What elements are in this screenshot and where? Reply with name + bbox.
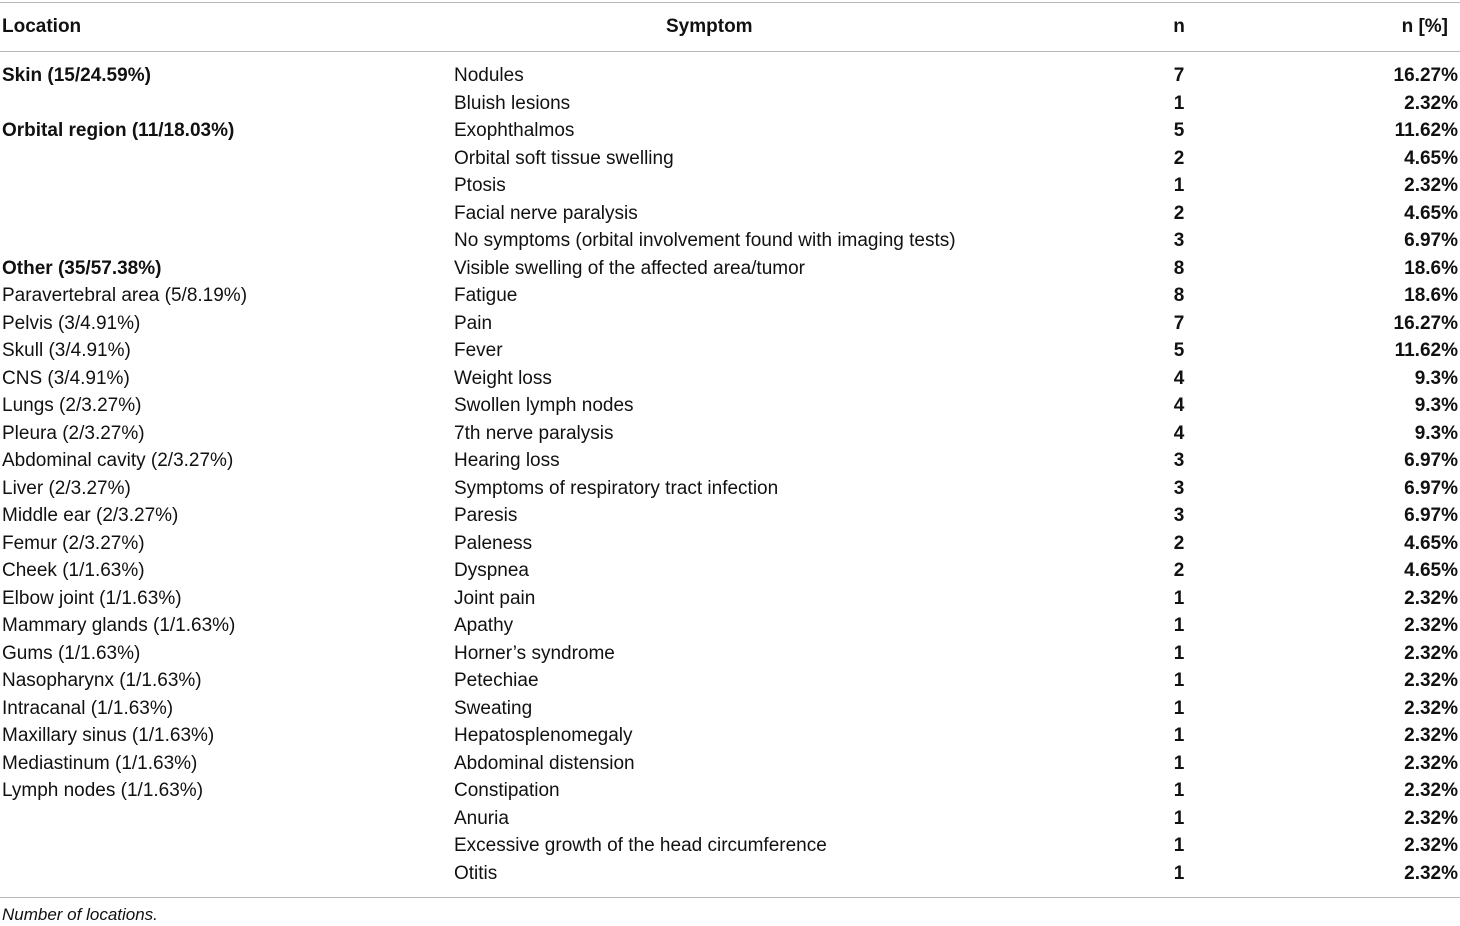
table-row (0, 667, 1460, 695)
table-row (0, 282, 1460, 310)
symptom-cell: Dyspnea (454, 560, 529, 581)
count-cell: 4 (1173, 395, 1185, 416)
symptom-cell: Fatigue (454, 285, 518, 306)
count-cell: 5 (1173, 120, 1185, 141)
count-cell: 1 (1173, 752, 1185, 774)
percent-cell: 16.27% (1393, 312, 1458, 334)
symptom-cell: Constipation (454, 780, 560, 801)
table-row (0, 337, 1460, 365)
table-row (0, 310, 1460, 338)
symptom-cell: Anuria (454, 807, 509, 829)
count-cell: 4 (1173, 367, 1185, 389)
table-row (0, 750, 1460, 778)
symptom-cell: Petechiae (454, 670, 539, 691)
percent-cell: 6.97% (1404, 230, 1458, 251)
symptom-cell: Ptosis (454, 175, 506, 196)
symptom-cell: Visible swelling of the affected area/tumor (454, 257, 805, 279)
count-cell: 5 (1173, 340, 1185, 361)
location-cell: Mediastinum (1/1.63%) (2, 752, 198, 774)
percent-cell: 2.32% (1404, 92, 1458, 114)
table-row (0, 585, 1460, 613)
symptom-cell: Bluish lesions (454, 92, 571, 114)
count-cell: 8 (1173, 257, 1185, 279)
count-cell: 1 (1173, 587, 1185, 609)
table-header-rule (0, 51, 1460, 52)
table-row (0, 90, 1460, 118)
location-cell: Orbital region (11/18.03%) (2, 120, 235, 141)
table-row (0, 62, 1460, 90)
header-location: Location (2, 16, 82, 37)
location-cell: Paravertebral area (5/8.19%) (2, 285, 248, 306)
location-cell: Gums (1/1.63%) (2, 642, 141, 664)
count-cell: 7 (1173, 65, 1185, 86)
symptom-cell: Otitis (454, 862, 498, 884)
table-row (0, 145, 1460, 173)
location-cell: Lungs (2/3.27%) (2, 395, 142, 416)
count-cell: 4 (1173, 422, 1185, 444)
symptom-cell: Joint pain (454, 587, 536, 609)
count-cell: 3 (1173, 477, 1185, 499)
table-row (0, 695, 1460, 723)
symptom-cell: Symptoms of respiratory tract infection (454, 477, 779, 499)
percent-cell: 2.32% (1404, 780, 1458, 801)
location-cell: Skin (15/24.59%) (2, 65, 151, 86)
count-cell: 7 (1173, 312, 1185, 334)
percent-cell: 18.6% (1404, 285, 1458, 306)
percent-cell: 9.3% (1414, 395, 1458, 416)
count-cell: 3 (1173, 230, 1185, 251)
symptom-cell: Swollen lymph nodes (454, 395, 634, 416)
percent-cell: 2.32% (1404, 807, 1458, 829)
count-cell: 3 (1173, 450, 1185, 471)
table-row (0, 447, 1460, 475)
location-cell: Skull (3/4.91%) (2, 340, 131, 361)
symptom-cell: 7th nerve paralysis (454, 422, 614, 444)
percent-cell: 4.65% (1404, 560, 1458, 581)
table-row (0, 722, 1460, 750)
location-cell: CNS (3/4.91%) (2, 367, 130, 389)
percent-cell: 2.32% (1404, 670, 1458, 691)
percent-cell: 2.32% (1404, 615, 1458, 636)
percent-cell: 9.3% (1414, 367, 1458, 389)
percent-cell: 6.97% (1404, 505, 1458, 526)
table-bottom-rule (0, 897, 1460, 898)
count-cell: 1 (1173, 697, 1185, 719)
percent-cell: 18.6% (1404, 257, 1458, 279)
percent-cell: 2.32% (1404, 725, 1458, 746)
symptom-cell: Apathy (454, 615, 514, 636)
location-cell: Mammary glands (1/1.63%) (2, 615, 236, 636)
count-cell: 2 (1173, 202, 1185, 224)
table-footnote: Number of locations. (2, 905, 158, 924)
symptom-cell: Sweating (454, 697, 533, 719)
percent-cell: 16.27% (1393, 65, 1458, 86)
location-cell: Other (35/57.38%) (2, 257, 162, 279)
symptom-cell: Orbital soft tissue swelling (454, 147, 674, 169)
symptom-cell: Weight loss (454, 367, 552, 389)
count-cell: 2 (1173, 560, 1185, 581)
percent-cell: 2.32% (1404, 697, 1458, 719)
percent-cell: 2.32% (1404, 752, 1458, 774)
percent-cell: 9.3% (1414, 422, 1458, 444)
symptom-cell: Abdominal distension (454, 752, 635, 774)
location-cell: Pleura (2/3.27%) (2, 422, 145, 444)
header-n: n (1173, 16, 1185, 37)
symptom-cell: Pain (454, 312, 493, 334)
table-row (0, 640, 1460, 668)
location-cell: Intracanal (1/1.63%) (2, 697, 174, 719)
table-row (0, 420, 1460, 448)
percent-cell: 2.32% (1404, 862, 1458, 884)
symptom-cell: Exophthalmos (454, 120, 575, 141)
percent-cell: 11.62% (1394, 340, 1458, 361)
location-cell: Lymph nodes (1/1.63%) (2, 780, 204, 801)
location-cell: Abdominal cavity (2/3.27%) (2, 450, 234, 471)
table-header (0, 12, 1460, 42)
location-cell: Middle ear (2/3.27%) (2, 505, 179, 526)
count-cell: 1 (1173, 780, 1185, 801)
location-cell: Pelvis (3/4.91%) (2, 312, 141, 334)
symptom-cell: Hepatosplenomegaly (454, 725, 633, 746)
location-cell: Cheek (1/1.63%) (2, 560, 145, 581)
percent-cell: 11.62% (1394, 120, 1458, 141)
count-cell: 1 (1173, 835, 1185, 856)
table-row (0, 557, 1460, 585)
count-cell: 1 (1173, 175, 1185, 196)
percent-cell: 4.65% (1404, 532, 1458, 554)
count-cell: 1 (1173, 92, 1185, 114)
percent-cell: 6.97% (1404, 450, 1458, 471)
symptom-cell: No symptoms (orbital involvement found with imaging tests) (454, 230, 956, 251)
table-row (0, 117, 1460, 145)
count-cell: 1 (1173, 725, 1185, 746)
count-cell: 1 (1173, 670, 1185, 691)
percent-cell: 2.32% (1404, 587, 1458, 609)
header-percent: n [%] (1401, 16, 1448, 37)
symptom-cell: Paleness (454, 532, 533, 554)
table-row (0, 172, 1460, 200)
percent-cell: 4.65% (1404, 147, 1458, 169)
count-cell: 1 (1173, 807, 1185, 829)
table-row (0, 227, 1460, 255)
percent-cell: 4.65% (1404, 202, 1458, 224)
symptom-cell: Fever (454, 340, 503, 361)
table-row (0, 530, 1460, 558)
header-symptom: Symptom (666, 16, 753, 37)
count-cell: 8 (1173, 285, 1185, 306)
table-row (0, 612, 1460, 640)
table-top-rule (0, 2, 1460, 3)
symptom-cell: Paresis (454, 505, 518, 526)
table-row (0, 392, 1460, 420)
count-cell: 2 (1173, 532, 1185, 554)
symptom-cell: Hearing loss (454, 450, 560, 471)
table-row (0, 832, 1460, 860)
percent-cell: 2.32% (1404, 835, 1458, 856)
symptom-cell: Excessive growth of the head circumference (454, 835, 827, 856)
location-cell: Femur (2/3.27%) (2, 532, 145, 554)
location-cell: Maxillary sinus (1/1.63%) (2, 725, 215, 746)
percent-cell: 2.32% (1404, 642, 1458, 664)
count-cell: 1 (1173, 862, 1185, 884)
symptom-cell: Facial nerve paralysis (454, 202, 638, 224)
count-cell: 3 (1173, 505, 1185, 526)
table-row (0, 777, 1460, 805)
percent-cell: 6.97% (1404, 477, 1458, 499)
location-cell: Nasopharynx (1/1.63%) (2, 670, 202, 691)
location-cell: Elbow joint (1/1.63%) (2, 587, 182, 609)
table-row (0, 255, 1460, 283)
symptom-cell: Horner’s syndrome (454, 642, 615, 664)
table-row (0, 502, 1460, 530)
count-cell: 2 (1173, 147, 1185, 169)
location-cell: Liver (2/3.27%) (2, 477, 131, 499)
percent-cell: 2.32% (1404, 175, 1458, 196)
table-row (0, 200, 1460, 228)
count-cell: 1 (1173, 642, 1185, 664)
table-row (0, 475, 1460, 503)
count-cell: 1 (1173, 615, 1185, 636)
table-row (0, 860, 1460, 888)
table-row (0, 805, 1460, 833)
symptom-cell: Nodules (454, 65, 524, 86)
table-row (0, 365, 1460, 393)
